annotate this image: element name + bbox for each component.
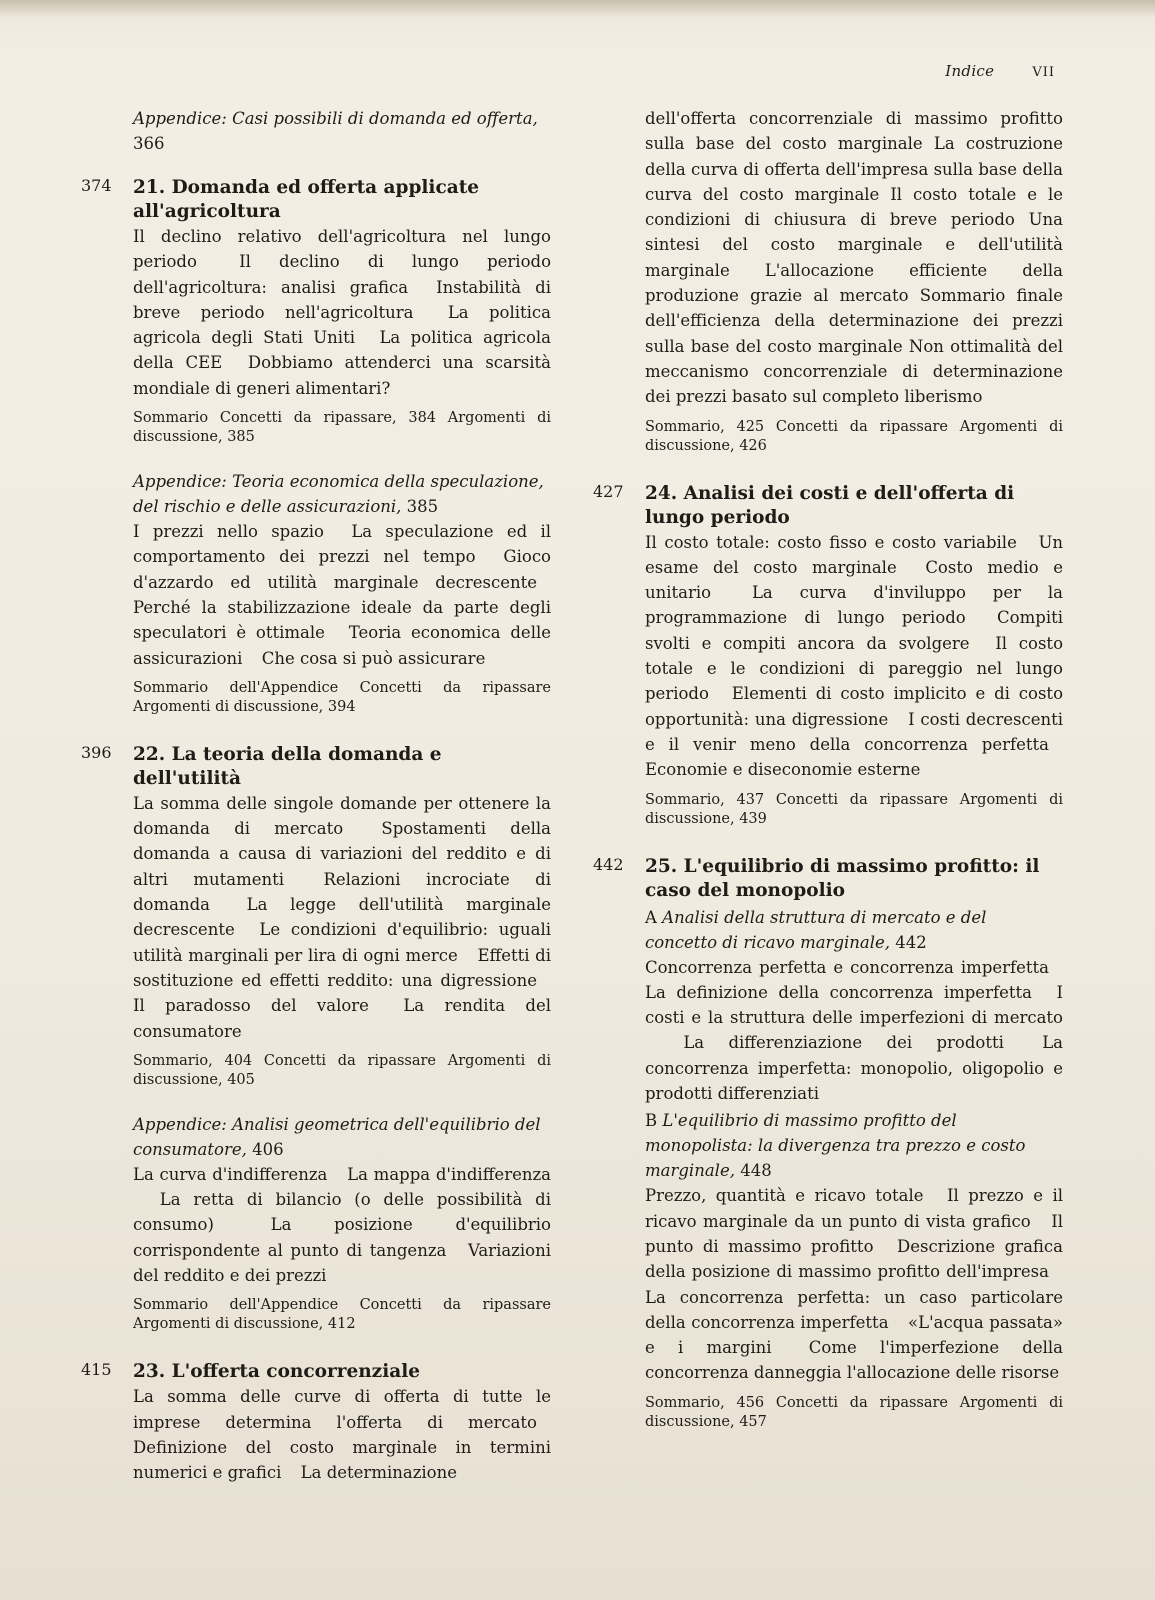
appendix-topics — [133, 519, 551, 671]
chapter-entry — [81, 742, 552, 1334]
appendix-title: Appendice: Casi possibili di domanda ed offerta, 366 — [133, 109, 538, 153]
appendix-page: 406 — [252, 1139, 284, 1159]
topic: Descrizione grafica della posizione di massimo profitto dell'impresa — [645, 1236, 1063, 1282]
topic: La legge dell'utilità marginale decrescente — [133, 895, 551, 940]
chapter-entry — [81, 1360, 551, 1485]
topic: Teoria economica delle assicurazioni — [133, 623, 552, 668]
header-page-number: VII — [1032, 65, 1055, 80]
header-title: Indice — [945, 62, 995, 80]
topic: La curva d'inviluppo per la programmazione di lungo periodo — [645, 583, 1063, 628]
topic: La posizione d'equilibrio corrispondente al punto di tangenza — [133, 1215, 551, 1260]
section-letter: A — [645, 907, 657, 927]
topic: La concorrenza perfetta: un caso particolare della concorrenza imperfetta — [645, 1287, 1063, 1332]
topic: La curva d'indifferenza — [133, 1164, 328, 1184]
chapter-page-number: 427 — [593, 481, 624, 501]
chapter-topics — [133, 1384, 551, 1485]
topic: Un esame del costo marginale — [645, 532, 1063, 577]
topic: Definizione del costo marginale in termini numerici e grafici — [133, 1437, 551, 1483]
appendix-title: Appendice: Analisi geometrica dell'equilibrio del consumatore, 406 — [133, 1114, 541, 1159]
topic: Il punto di massimo profitto — [645, 1211, 1063, 1256]
topic: Il costo totale e le condizioni di pareggio nel lungo periodo — [645, 633, 1063, 704]
chapter-summary: Sommario, 425 Concetti da ripassare Argomenti di discussione, 426 — [645, 418, 1063, 454]
topic: Effetti di sostituzione ed effetti reddito: una digressione — [133, 945, 552, 990]
chapter-summary: Sommario, 437 Concetti da ripassare Argomenti di discussione, 439 — [645, 791, 1063, 827]
section-page: 448 — [740, 1161, 772, 1181]
section-title: A Analisi della struttura di mercato e del concetto di ricavo marginale, 442 — [645, 907, 987, 952]
topic: Che cosa si può assicurare — [261, 648, 486, 668]
appendix-entry — [133, 1112, 551, 1334]
chapter-entry — [593, 481, 1063, 829]
topic: «L'acqua passata» e i margini — [645, 1312, 1063, 1358]
chapter-title: 23. L'offerta concorrenziale — [133, 1361, 421, 1383]
topic: Il declino relativo dell'agricoltura nel lungo periodo — [133, 227, 551, 272]
appendix-page: 366 — [133, 134, 165, 153]
topic: Concorrenza perfetta e concorrenza imperfetta — [645, 957, 1049, 977]
topic: La rendita del consumatore — [133, 996, 551, 1041]
chapter-page-number: 374 — [81, 176, 112, 195]
topic: La differenziazione dei prodotti — [683, 1033, 1004, 1053]
topic: La somma delle singole domande per ottenere la domanda di mercato — [133, 793, 551, 839]
section-page: 442 — [895, 932, 927, 952]
chapter-topics — [133, 791, 551, 1044]
appendix-entry — [133, 106, 551, 156]
section-topics — [645, 1183, 1063, 1385]
topic: Variazioni del reddito e dei prezzi — [133, 1240, 551, 1286]
topic: Spostamenti della domanda a causa di variazioni del reddito e di altri mutamenti — [133, 819, 551, 889]
chapter-title: 22. La teoria della domanda e dell'utilità — [133, 743, 442, 789]
left-column — [81, 106, 552, 1512]
topic: Costo medio e unitario — [645, 557, 1063, 603]
section-topics — [645, 955, 1063, 1107]
topic: Compiti svolti e compiti ancora da svolgere — [645, 608, 1063, 653]
topic: La mappa d'indifferenza — [347, 1164, 552, 1184]
topic: La speculazione ed il comportamento dei prezzi nel tempo — [133, 522, 552, 567]
chapter-entry — [593, 854, 1064, 1432]
topic: Relazioni incrociate di domanda — [133, 869, 551, 915]
section-title: B L'equilibrio di massimo profitto del monopolista: la divergenza tra prezzo e costo marginale, 448 — [645, 1111, 1026, 1181]
topic: I costi decrescenti e il venir meno della concorrenza perfetta — [645, 709, 1063, 754]
topic: La politica agricola della CEE — [133, 328, 551, 373]
topic: Dobbiamo attenderci una scarsità mondiale di generi alimentari? — [133, 353, 551, 398]
topic: La concorrenza imperfetta: monopolio, oligopolio e prodotti differenziati — [645, 1033, 1064, 1104]
chapter-page-number: 396 — [81, 742, 112, 762]
chapter-summary: Sommario, 404 Concetti da ripassare Argomenti di discussione, 405 — [133, 1052, 551, 1088]
topic: Economie e diseconomie esterne — [645, 760, 921, 780]
appendix-summary: Sommario dell'Appendice Concetti da ripassare Argomenti di discussione, 394 — [133, 679, 551, 715]
topic: La somma delle curve di offerta di tutte le imprese determina l'offerta di mercato — [133, 1387, 551, 1432]
chapter-title: 21. Domanda ed offerta applicate all'agricoltura — [133, 177, 480, 222]
topic: La definizione della concorrenza imperfetta — [645, 982, 1032, 1002]
chapter-entry — [81, 176, 552, 717]
section-letter: B — [645, 1111, 658, 1131]
running-header — [945, 62, 1055, 80]
topic: I costi e la struttura delle imperfezioni di mercato — [645, 982, 1063, 1028]
appendix-page: 385 — [406, 497, 439, 517]
topic: Il paradosso del valore — [133, 996, 369, 1016]
chapter-summary: Sommario, 456 Concetti da ripassare Argomenti di discussione, 457 — [645, 1394, 1063, 1430]
chapter-page-number: 415 — [81, 1360, 112, 1380]
topic: Come l'imperfezione della concorrenza danneggia l'allocazione delle risorse — [645, 1338, 1064, 1383]
topic: Instabilità di breve periodo nell'agricoltura — [133, 277, 552, 322]
appendix-title: Appendice: Teoria economica della speculazione, del rischio e delle assicurazioni, 385 — [133, 472, 544, 517]
topic: I prezzi nello spazio — [133, 522, 324, 542]
topic: Il declino di lungo periodo dell'agricoltura: analisi grafica — [133, 252, 552, 297]
chapter-topics — [645, 530, 1063, 783]
topic: Gioco d'azzardo ed utilità marginale decrescente — [133, 547, 551, 592]
chapter-summary: Sommario Concetti da ripassare, 384 Argomenti di discussione, 385 — [133, 410, 551, 446]
topic: Il costo totale: costo fisso e costo variabile — [645, 532, 1017, 552]
topic: Perché la stabilizzazione ideale da parte degli speculatori è ottimale — [133, 597, 551, 643]
chapter-continuation — [645, 106, 1063, 456]
topic: Le condizioni d'equilibrio: uguali utilità marginali per lira di ogni merce — [133, 920, 551, 965]
chapter-title: 25. L'equilibrio di massimo profitto: il caso del monopolio — [645, 855, 1040, 901]
topic: Il prezzo e il ricavo marginale da un punto di vista grafico — [645, 1186, 1063, 1231]
topic: La retta di bilancio (o delle possibilità di consumo) — [133, 1190, 552, 1235]
topic: La determinazione — [300, 1463, 458, 1483]
appendix-entry — [133, 469, 551, 717]
appendix-topics — [133, 1162, 551, 1288]
chapter-title: 24. Analisi dei costi e dell'offerta di lungo periodo — [645, 482, 1015, 528]
right-column — [593, 106, 1064, 1458]
continuation-topics: dell'offerta concorrenziale di massimo profitto sulla base del costo marginale La costruzione della curva di offerta dell'impresa sulla base della curva del costo marginale Il costo totale e le condizioni di chiusura di breve periodo Una sintesi del costo marginale e dell'utilità marginale L'allocazione efficiente della produzione grazie al mercato Sommario finale dell'efficienza della determinazione dei prezzi sulla base del costo marginale Non ottimalità del meccanismo concorrenziale di determinazione dei prezzi basato sul completo liberismo — [645, 109, 1063, 407]
chapter-page-number: 442 — [593, 854, 624, 874]
topic: Prezzo, quantità e ricavo totale — [645, 1186, 924, 1206]
topic: La politica agricola degli Stati Uniti — [133, 302, 552, 348]
chapter-topics — [133, 224, 551, 401]
appendix-summary: Sommario dell'Appendice Concetti da ripassare Argomenti di discussione, 412 — [133, 1297, 551, 1333]
topic: Elementi di costo implicito e di costo opportunità: una digressione — [645, 684, 1063, 729]
